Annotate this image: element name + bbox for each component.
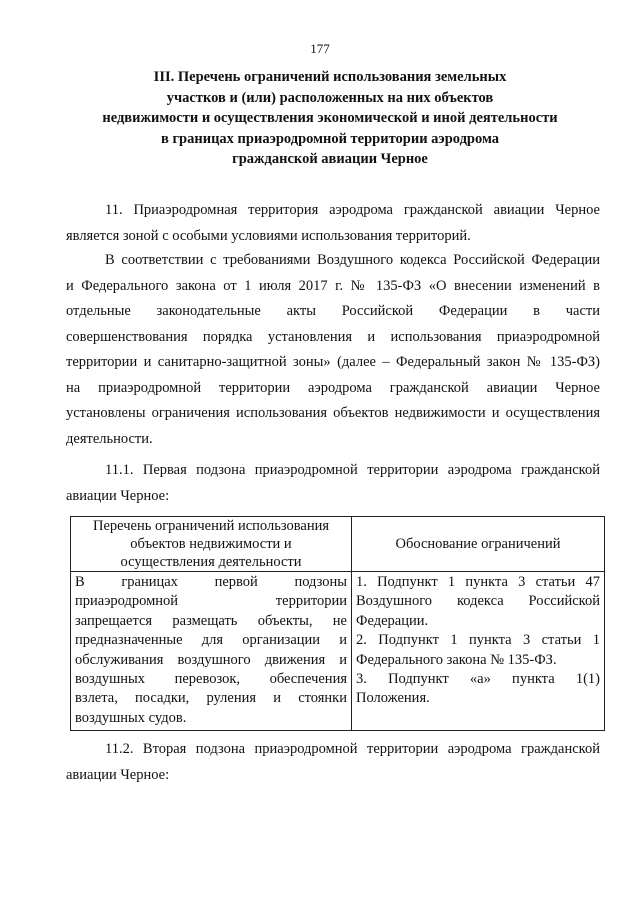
section-title [60,67,600,170]
paragraph-line: В соответствии с требованиями Воздушного кодекса Российской Федерации [105,252,600,268]
title-line: недвижимости и осуществления экономической и иной деятельности [102,110,558,126]
restrictions-table [70,516,605,731]
title-line: гражданской авиации Черное [232,151,428,167]
cell-line: воздушных судов. [75,709,187,726]
paragraph-line: на приаэродромной территории аэродрома гражданской авиации Черное [66,379,600,396]
paragraph-line: авиации Черное: [66,487,170,504]
cell-line: Положения. [356,690,430,707]
cell-restrictions [71,572,352,731]
paragraph-line: 11. Приаэродромная территория аэродрома гражданской авиации Черное [105,202,600,218]
cell-line: запрещается размещать объекты, не [75,612,347,629]
cell-line: В границах первой подзоны [75,574,347,590]
paragraph-line: и Федерального закона от 1 июля 2017 г. № 135-ФЗ «О внесении изменений в [66,277,600,294]
cell-line: 2. Подпункт 1 пункта 3 статьи 1 [356,632,600,649]
cell-line: Воздушного кодекса Российской [356,593,600,610]
cell-line: воздушных перевозок, обеспечения [75,671,347,688]
paragraph-11 [66,198,600,249]
paragraph-line: совершенствования порядка установления и использования приаэродромной [66,328,600,345]
cell-line: Федерального закона № 135-ФЗ. [356,651,557,668]
paragraph-line: является зоной с особыми условиями использования территорий. [66,227,471,244]
cell-line: приаэродромной территории [75,593,347,610]
cell-line: взлета, посадки, руления и стоянки [75,690,347,707]
paragraph-line: 11.2. Вторая подзона приаэродромной территории аэродрома гражданской [105,741,600,757]
title-line: в границах приаэродромной территории аэродрома [161,130,499,147]
title-line: участков и (или) расположенных на них объектов [166,89,494,106]
paragraph-line: авиации Черное: [66,766,170,783]
cell-justification [352,572,605,731]
page-number: 177 [310,41,330,56]
paragraph-line: деятельности. [66,430,153,447]
paragraph-line: установлены ограничения использования объектов недвижимости и осуществления [66,405,600,421]
table-row [71,572,605,731]
cell-line: предназначенные для организации и [75,632,347,649]
header-line: Перечень ограничений использования [92,518,330,534]
paragraph-line: отдельные законодательные акты Российской Федерации в части [66,303,600,319]
header-restrictions [71,517,352,572]
table-header-row [71,517,605,572]
header-line: осуществления деятельности [120,554,302,570]
paragraph-law-reference [66,248,600,452]
cell-line: 3. Подпункт «а» пункта 1(1) [356,671,600,688]
header-justification: Обоснование ограничений [352,517,605,572]
cell-line: Федерации. [356,612,429,629]
paragraph-11-1 [66,458,600,509]
cell-line: 1. Подпункт 1 пункта 3 статьи 47 [356,574,600,590]
paragraph-line: территории и санитарно-защитной зоны» (далее – Федеральный закон № 135-ФЗ) [66,354,600,370]
cell-line: обслуживания воздушного движения и [75,651,347,668]
title-line: III. Перечень ограничений использования земельных [153,69,507,85]
header-line: объектов недвижимости и [130,536,292,552]
paragraph-line: 11.1. Первая подзона приаэродромной территории аэродрома гражданской [105,462,600,478]
paragraph-11-2 [66,737,600,788]
